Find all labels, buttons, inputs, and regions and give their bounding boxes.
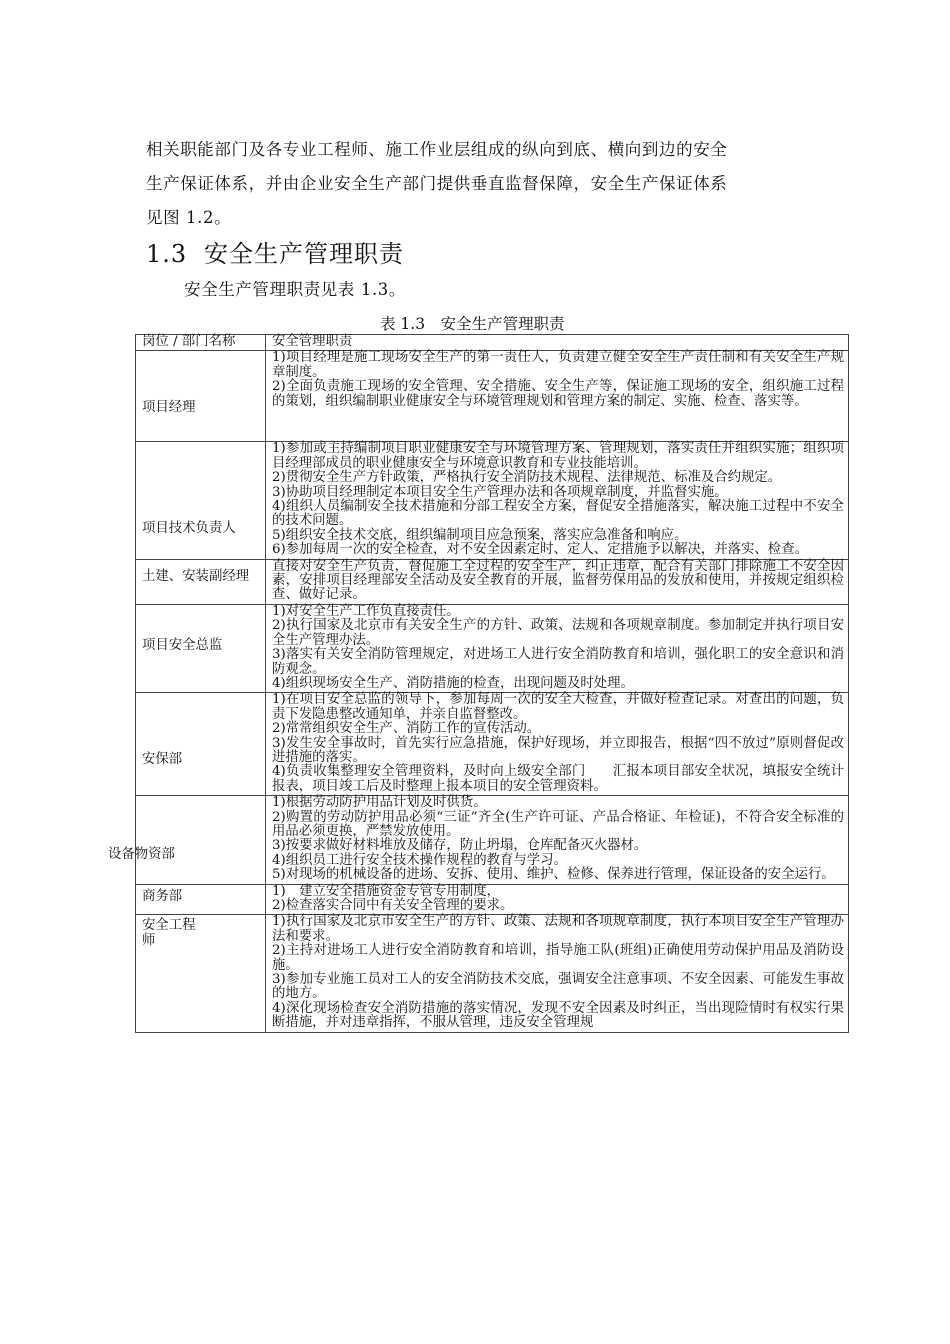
intro-line-1: 相关职能部门及各专业工程师、施工作业层组成的纵向到底、横向到边的安全 xyxy=(146,140,728,159)
role-cell: 设备物资部 xyxy=(136,796,266,884)
duties-table xyxy=(108,334,849,1033)
duty-cell xyxy=(266,604,849,692)
duty-item: 1)项目经理是施工现场安全生产的第一责任人，负责建立健全安全生产责任制和有关安全生产规章制度。 xyxy=(272,350,844,380)
duty-item: 2)常常组织安全生产、消防工作的宣传活动。 xyxy=(272,721,541,737)
table-caption: 表 1.3 安全生产管理职责 xyxy=(380,315,565,333)
section-number: 1.3 xyxy=(146,240,188,268)
duty-item: 4)组织员工进行安全技术操作规程的教育与学习。 xyxy=(272,852,567,868)
duty-item: 4)深化现场检查安全消防措施的落实情况，发现不安全因素及时纠正，当出现险情时有权实行果断措施，并对违章指挥，不服从管理，违反安全管理规 xyxy=(272,1000,844,1031)
role-cell: 项目技术负责人 xyxy=(136,442,266,559)
table-row xyxy=(136,796,849,884)
duty-cell xyxy=(266,796,849,884)
role-cell: 商务部 xyxy=(136,884,266,915)
duty-item: 4)组织现场安全生产、消防措施的检查，出现问题及时处理。 xyxy=(272,675,634,691)
header-role-cell: 岗位 / 部门名称 xyxy=(136,335,266,351)
role-cell: 项目经理 xyxy=(136,351,266,442)
duty-item: 2)购置的劳动防护用品必须“三证”齐全(生产许可证、产品合格证、年检证)，不符合安全标准的用品必须更换，严禁发放使用。 xyxy=(272,809,844,839)
duty-cell xyxy=(266,442,849,559)
duty-item: 3)按要求做好材料堆放及储存，防止坍塌，仓库配备灭火器材。 xyxy=(272,838,648,854)
duty-item: 5)对现场的机械设备的进场、安拆、使用、维护、检修、保养进行管理，保证设备的安全运行。 xyxy=(272,867,835,883)
intro-line-3: 见图 1.2。 xyxy=(146,208,232,227)
duty-item: 4)组织人员编制安全技术措施和分部工程安全方案，督促安全措施落实，解决施工过程中不安全的技术问题。 xyxy=(272,499,844,529)
duty-item: 1)根据劳动防护用品计划及时供货。 xyxy=(272,795,487,811)
table-header-row xyxy=(136,335,849,351)
duty-cell xyxy=(266,351,849,442)
duty-item: 3)发生安全事故时，首先实行应急措施，保护好现场，并立即报告，根据“四不放过”原则督促改进措施的落实。 xyxy=(272,735,844,765)
duty-cell xyxy=(266,915,849,1032)
duty-item: 2)执行国家及北京市有关安全生产的方针、政策、法规和各项规章制度。参加制定并执行项目安全生产管理办法。 xyxy=(272,618,844,648)
duty-item: 1)参加或主持编制项目职业健康安全与环境管理方案、管理规划，落实责任并组织实施；组织项目经理部成员的职业健康安全与环境意识教育和专业技能培训。 xyxy=(272,441,844,471)
duty-item: 1) 建立安全措施资金专管专用制度， xyxy=(272,883,500,899)
duty-cell xyxy=(266,693,849,796)
duty-item: 5)组织安全技术交底，组织编制项目应急预案，落实应急准备和响应。 xyxy=(272,527,688,543)
table-row xyxy=(136,559,849,604)
duty-cell xyxy=(266,559,849,604)
duty-item: 3)落实有关安全消防管理规定，对进场工人进行安全消防教育和培训，强化职工的安全意识和消防观念。 xyxy=(272,647,844,677)
duty-item: 直接对安全生产负责，督促施工全过程的安全生产，纠正违章，配合有关部门排除施工不安全因素，安排项目经理部安全活动及安全教育的开展，监督劳保用品的发放和使用，并按规定组织检查、做好记录。 xyxy=(272,558,844,603)
role-cell xyxy=(136,915,266,1032)
duty-item: 2)全面负责施工现场的安全管理、安全措施、安全生产等，保证施工现场的安全，组织施工过程的策划，组织编制职业健康安全与环境管理规划和管理方案的制定、实施、检查、落实等。 xyxy=(272,379,844,409)
table-row xyxy=(136,442,849,559)
duty-item: 1)对安全生产工作负直接责任。 xyxy=(272,603,460,619)
table-row xyxy=(136,693,849,796)
table-row xyxy=(136,604,849,692)
role-label: 安全工程师 xyxy=(142,918,196,948)
section-heading xyxy=(146,234,404,269)
duty-item: 2)主持对进场工人进行安全消防教育和培训，指导施工队(班组)正确使用劳动保护用品及消防设施。 xyxy=(272,943,844,973)
duty-item: 2)检查落实合同中有关安全管理的要求。 xyxy=(272,898,514,913)
duty-item: 1)执行国家及北京市安全生产的方针、政策、法规和各项规章制度，执行本项目安全生产管理办法和要求。 xyxy=(272,914,844,944)
duty-item: 1)在项目安全总监的领导下，参加每周一次的安全大检查，并做好检查记录。对查出的问题，负责下发隐患整改通知单，并亲自监督整改。 xyxy=(272,692,844,722)
section-intro: 安全生产管理职责见表 1.3。 xyxy=(184,280,406,299)
role-cell: 项目安全总监 xyxy=(136,604,266,692)
header-duty-cell: 安全管理职责 xyxy=(266,335,849,351)
role-cell: 安保部 xyxy=(136,693,266,796)
section-title: 安全生产管理职责 xyxy=(204,240,404,268)
duty-cell xyxy=(266,884,849,915)
table-row xyxy=(136,915,849,1032)
duty-item: 2)贯彻安全生产方针政策，严格执行安全消防技术规程、法律规范、标准及合约规定。 xyxy=(272,470,782,486)
duty-item: 4)负责收集整理安全管理资料，及时向上级安全部门 汇报本项目部安全状况，填报安全统计报表，项目竣工后及时整理上报本项目的安全管理资料。 xyxy=(272,764,844,794)
table-row xyxy=(136,884,849,915)
duty-item: 6)参加每周一次的安全检查，对不安全因素定时、定人、定措施予以解决，并落实、检查。 xyxy=(272,542,808,558)
table-row xyxy=(136,351,849,442)
role-cell: 土建、安装副经理 xyxy=(136,559,266,604)
duty-item: 3)参加专业施工员对工人的安全消防技术交底，强调安全注意事项、不安全因素、可能发生事故的地方。 xyxy=(272,972,844,1002)
duty-item: 3)协助项目经理制定本项目安全生产管理办法和各项规章制度，并监督实施。 xyxy=(272,484,728,500)
intro-line-2: 生产保证体系，并由企业安全生产部门提供垂直监督保障，安全生产保证体系 xyxy=(146,174,728,193)
